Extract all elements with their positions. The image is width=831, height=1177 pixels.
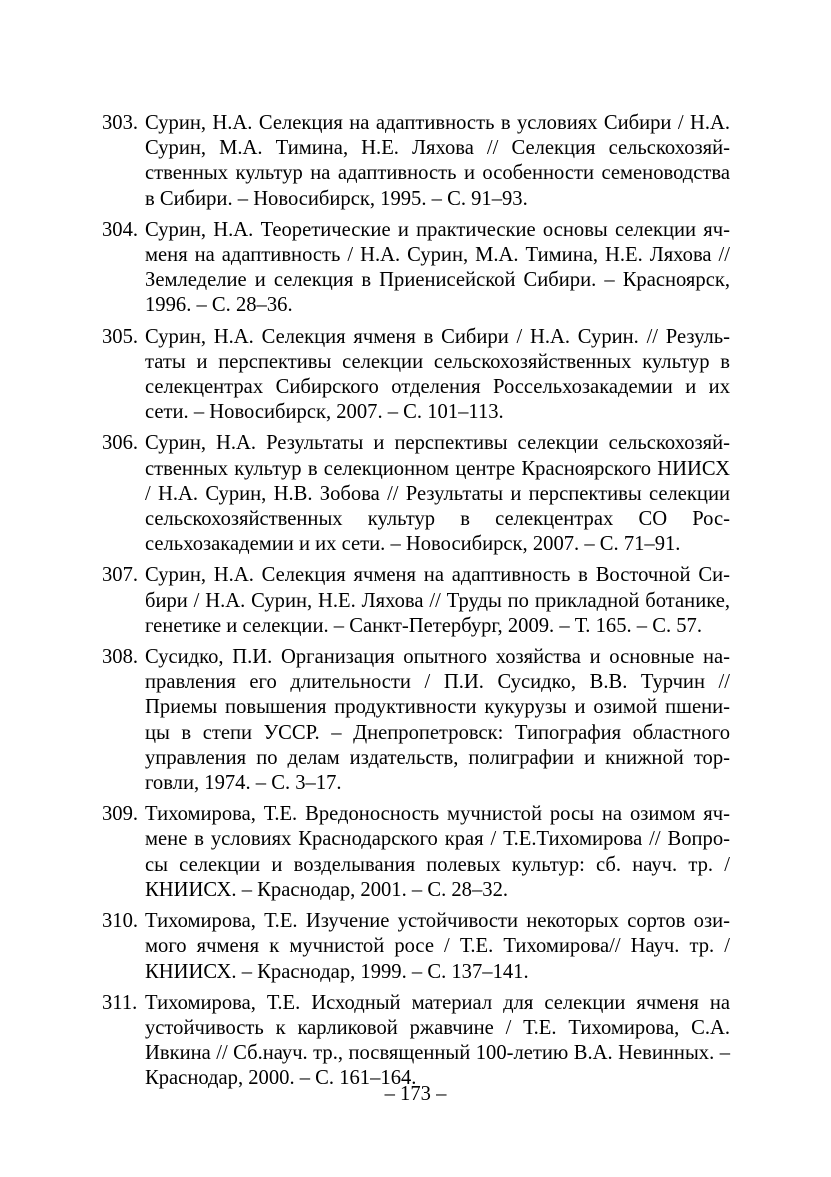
reference-number: 307.: [102, 564, 139, 587]
reference-text: Сурин, Н.А. Теоретические и практические основы селекции ячменя на адаптивность / Н.А. Сурин, М.А. Тимина, Н.Е. Ляхова // Земледелие и селекция в Приенисейской Сибири. – Красноярск, 1996. – С. 28–36.: [145, 218, 730, 317]
reference-number: 308.: [102, 646, 139, 669]
reference-number: 309.: [102, 803, 139, 826]
reference-number: 304.: [102, 218, 139, 241]
reference-item: [102, 431, 730, 557]
reference-number: 310.: [102, 910, 139, 933]
reference-text: Сурин, Н.А. Селекция ячменя на адаптивность в Восточной Сибири / Н.А. Сурин, Н.Е. Ляхова // Труды по прикладной ботанике, генетике и селекции. – Санкт-Петербург, 2009. – Т. 165. – С. 57.: [145, 564, 730, 637]
reference-item: [102, 111, 730, 212]
reference-text: Тихомирова, Т.Е. Исходный материал для селекции ячменя на устойчивость к карликовой ржавчине / Т.Е. Тихомирова, С.А. Ивкина // Сб.науч. тр., посвященный 100-летию В.А. Невинных. – Краснодар, 2000. – С. 161–164.: [145, 991, 730, 1090]
page-number: – 173 –: [384, 1083, 447, 1105]
reference-number: 306.: [102, 432, 139, 455]
reference-item: [102, 909, 730, 985]
reference-number: 305.: [102, 325, 139, 348]
reference-item: [102, 645, 730, 796]
reference-item: [102, 325, 730, 426]
reference-text: Сурин, Н.А. Селекция на адаптивность в условиях Сибири / Н.А. Сурин, М.А. Тимина, Н.Е. Ляхова // Селекция сельскохозяйственных культур на адаптивность и особенности семеноводства в Сибири. – Новосибирск, 1995. – С. 91–93.: [145, 112, 730, 210]
reference-number: 303.: [102, 112, 139, 134]
reference-item: [102, 991, 730, 1092]
reference-item: [102, 563, 730, 639]
reference-text: Сурин, Н.А. Результаты и перспективы селекции сельскохозяйственных культур в селекционном центре Красноярского НИИСХ / Н.А. Сурин, Н.В. Зобова // Результаты и перспективы селекции сельскохозяйственных культур в селекцентрах СО Россельхозакадемии и их сети. – Новосибирск, 2007. – С. 71–91.: [145, 432, 730, 556]
reference-text: Тихомирова, Т.Е. Изучение устойчивости некоторых сортов озимого ячменя к мучнистой росе / Т.Е. Тихомирова// Науч. тр. / КНИИСХ. – Краснодар, 1999. – С. 137–141.: [145, 910, 730, 983]
reference-text: Тихомирова, Т.Е. Вредоносность мучнистой росы на озимом ячмене в условиях Краснодарского края / Т.Е.Тихомирова // Вопросы селекции и возделывания полевых культур: сб. науч. тр. / КНИИСХ. – Краснодар, 2001. – С. 28–32.: [145, 803, 730, 901]
reference-list: [102, 111, 730, 1098]
reference-text: Сусидко, П.И. Организация опытного хозяйства и основные направления его длительности / П.И. Сусидко, В.В. Турчин // Приемы повышения продуктивности кукурузы и озимой пшеницы в степи УССР. – Днепропетровск: Типография областного управления по делам издательств, полиграфии и книжной торговли, 1974. – С. 3–17.: [145, 646, 730, 795]
reference-item: [102, 802, 730, 903]
reference-number: 311.: [102, 991, 138, 1014]
reference-item: [102, 218, 730, 319]
reference-text: Сурин, Н.А. Селекция ячменя в Сибири / Н.А. Сурин. // Результаты и перспективы селекции сельскохозяйственных культур в селекцентрах Сибирского отделения Россельхозакадемии и их сети. – Новосибирск, 2007. – С. 101–113.: [145, 325, 730, 424]
